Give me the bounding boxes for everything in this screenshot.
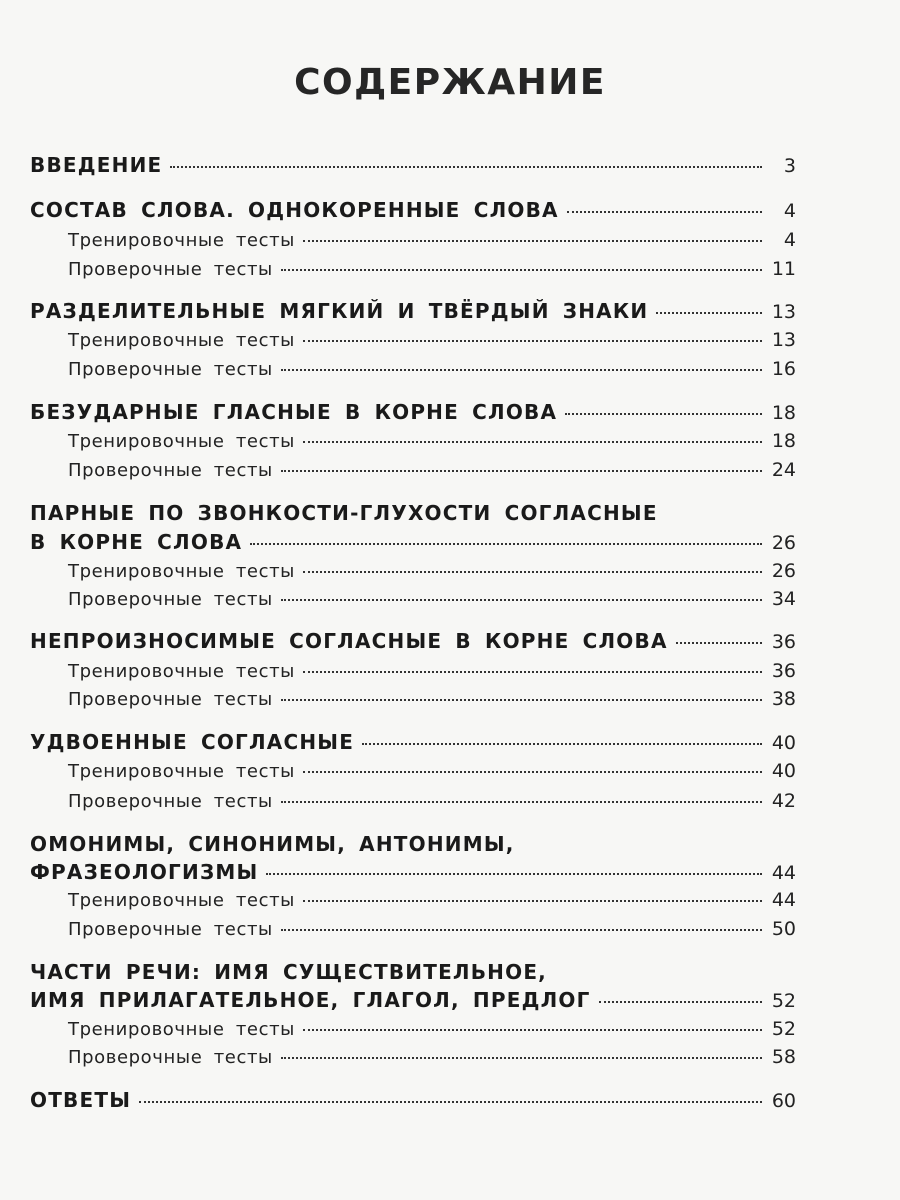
dot-leader: [567, 211, 762, 213]
dot-leader: [303, 1029, 762, 1031]
toc-section-title: ИМЯ ПРИЛАГАТЕЛЬНОЕ, ГЛАГОЛ, ПРЕДЛОГ: [30, 988, 591, 1012]
toc-subsection: [30, 1018, 796, 1040]
toc-subsection: [30, 258, 796, 280]
toc-subsection: [30, 790, 796, 812]
toc-page-number: 42: [771, 790, 796, 812]
dot-leader: [303, 571, 762, 573]
dot-leader: [303, 900, 762, 902]
toc-page-number: 3: [783, 155, 796, 177]
toc-page-number: 26: [771, 532, 796, 554]
toc-subsection: [30, 688, 796, 710]
dot-leader: [303, 671, 762, 673]
toc-subsection: [30, 459, 796, 481]
toc-page-number: 36: [771, 660, 796, 682]
toc-subsection: [30, 229, 796, 251]
toc-section: [30, 860, 796, 884]
toc-page-number: 40: [771, 760, 796, 782]
toc-section-title: ОТВЕТЫ: [30, 1088, 132, 1112]
toc-section: [30, 1088, 796, 1112]
page-title: СОДЕРЖАНИЕ: [294, 62, 606, 103]
toc-subsection: [30, 560, 796, 582]
toc-page-number: 50: [771, 918, 796, 940]
toc-section-title: БЕЗУДАРНЫЕ ГЛАСНЫЕ В КОРНЕ СЛОВА: [30, 400, 558, 424]
toc-section: [30, 988, 796, 1012]
toc-page-number: 52: [771, 990, 796, 1012]
toc-page-number: 60: [771, 1090, 796, 1112]
toc-section: [30, 832, 796, 856]
toc-page-number: 4: [783, 200, 796, 222]
dot-leader: [281, 801, 762, 803]
dot-leader: [281, 1057, 762, 1059]
toc-section-title: ФРАЗЕОЛОГИЗМЫ: [30, 860, 259, 884]
toc-page-number: 26: [771, 560, 796, 582]
toc-subsection: [30, 1046, 796, 1068]
toc-page-number: 44: [771, 889, 796, 911]
dot-leader: [362, 743, 762, 745]
dot-leader: [676, 642, 762, 644]
toc-section-title: ОМОНИМЫ, СИНОНИМЫ, АНТОНИМЫ,: [30, 832, 515, 856]
toc-subsection-title: Тренировочные тесты: [68, 230, 295, 251]
toc-subsection-title: Проверочные тесты: [68, 1047, 273, 1068]
toc-subsection: [30, 430, 796, 452]
toc-page-number: 38: [771, 688, 796, 710]
toc-page-number: 4: [783, 229, 796, 251]
toc-subsection-title: Тренировочные тесты: [68, 1019, 295, 1040]
toc-section-title: ПАРНЫЕ ПО ЗВОНКОСТИ-ГЛУХОСТИ СОГЛАСНЫЕ: [30, 501, 658, 525]
dot-leader: [266, 873, 762, 875]
toc-subsection-title: Проверочные тесты: [68, 359, 273, 380]
toc-page-number: 16: [771, 358, 796, 380]
toc-section-title: РАЗДЕЛИТЕЛЬНЫЕ МЯГКИЙ И ТВЁРДЫЙ ЗНАКИ: [30, 299, 649, 323]
toc-section-title: ЧАСТИ РЕЧИ: ИМЯ СУЩЕСТВИТЕЛЬНОЕ,: [30, 960, 547, 984]
toc-section-title: В КОРНЕ СЛОВА: [30, 530, 243, 554]
toc-page-number: 13: [771, 329, 796, 351]
toc-page-number: 18: [771, 402, 796, 424]
toc-subsection: [30, 918, 796, 940]
toc-section: [30, 629, 796, 653]
toc-subsection-title: Тренировочные тесты: [68, 890, 295, 911]
toc-page-number: 58: [771, 1046, 796, 1068]
toc-subsection-title: Проверочные тесты: [68, 460, 273, 481]
toc-section-title: УДВОЕННЫЕ СОГЛАСНЫЕ: [30, 730, 355, 754]
toc-page-number: 36: [771, 631, 796, 653]
dot-leader: [281, 369, 762, 371]
toc-page-number: 34: [771, 588, 796, 610]
toc-subsection-title: Тренировочные тесты: [68, 330, 295, 351]
dot-leader: [303, 771, 762, 773]
toc-section: [30, 299, 796, 323]
toc-subsection-title: Проверочные тесты: [68, 791, 273, 812]
toc-subsection-title: Тренировочные тесты: [68, 561, 295, 582]
dot-leader: [281, 929, 762, 931]
dot-leader: [599, 1001, 762, 1003]
toc-page-number: 44: [771, 862, 796, 884]
toc-subsection-title: Тренировочные тесты: [68, 431, 295, 452]
toc-subsection-title: Проверочные тесты: [68, 689, 273, 710]
toc-subsection: [30, 889, 796, 911]
dot-leader: [170, 166, 762, 168]
dot-leader: [565, 413, 762, 415]
dot-leader: [303, 340, 762, 342]
toc-section-title: НЕПРОИЗНОСИМЫЕ СОГЛАСНЫЕ В КОРНЕ СЛОВА: [30, 629, 668, 653]
dot-leader: [281, 470, 762, 472]
dot-leader: [281, 269, 762, 271]
toc-page-number: 40: [771, 732, 796, 754]
toc-section-title: ВВЕДЕНИЕ: [30, 153, 163, 177]
toc-subsection: [30, 329, 796, 351]
toc-subsection-title: Тренировочные тесты: [68, 661, 295, 682]
toc-page-number: 52: [771, 1018, 796, 1040]
toc-page-number: 24: [771, 459, 796, 481]
dot-leader: [656, 312, 762, 314]
toc-section: [30, 530, 796, 554]
toc-section: [30, 730, 796, 754]
toc-section: [30, 501, 796, 525]
dot-leader: [281, 699, 762, 701]
toc-page-number: 11: [771, 258, 796, 280]
toc-section: [30, 198, 796, 222]
toc-section: [30, 960, 796, 984]
toc-subsection-title: Проверочные тесты: [68, 259, 273, 280]
toc-subsection: [30, 660, 796, 682]
dot-leader: [281, 599, 762, 601]
toc-page-number: 13: [771, 301, 796, 323]
dot-leader: [303, 240, 762, 242]
toc-subsection: [30, 588, 796, 610]
dot-leader: [250, 543, 762, 545]
toc-section-title: СОСТАВ СЛОВА. ОДНОКОРЕННЫЕ СЛОВА: [30, 198, 559, 222]
toc-subsection-title: Проверочные тесты: [68, 589, 273, 610]
toc-page-number: 18: [771, 430, 796, 452]
dot-leader: [139, 1101, 762, 1103]
toc-subsection: [30, 358, 796, 380]
toc-subsection: [30, 760, 796, 782]
toc-subsection-title: Тренировочные тесты: [68, 761, 295, 782]
dot-leader: [303, 441, 762, 443]
toc-section: [30, 153, 796, 177]
toc-section: [30, 400, 796, 424]
toc-subsection-title: Проверочные тесты: [68, 919, 273, 940]
